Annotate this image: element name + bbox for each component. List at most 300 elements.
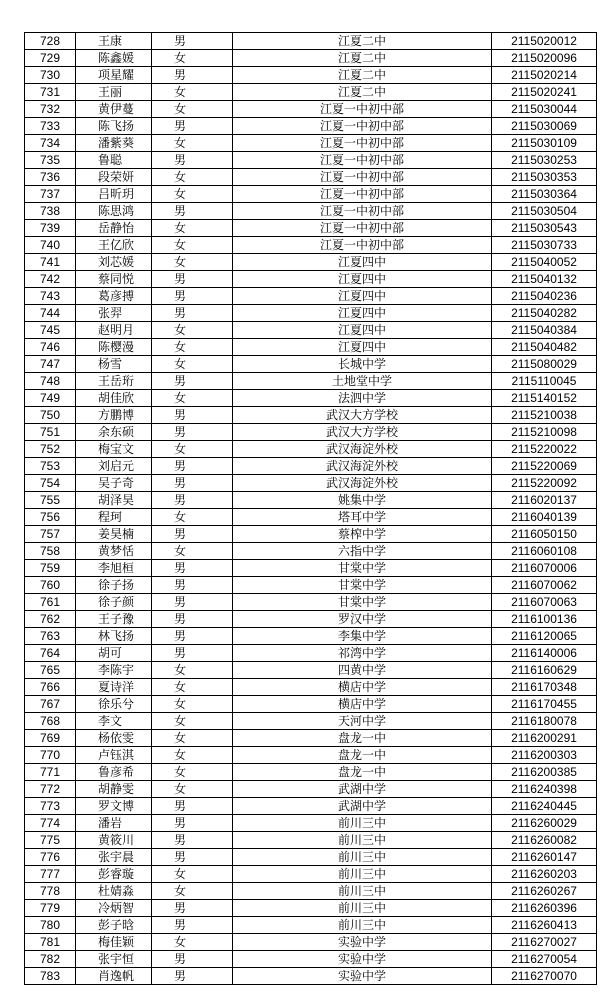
row-number: 761 (25, 594, 76, 611)
exam-id: 2116020137 (492, 492, 597, 509)
student-name: 张宇晨 (76, 849, 152, 866)
exam-id: 2116170455 (492, 696, 597, 713)
student-gender: 女 (152, 662, 233, 679)
row-number: 753 (25, 458, 76, 475)
table-row (25, 220, 597, 237)
exam-id: 2115030253 (492, 152, 597, 169)
row-number: 755 (25, 492, 76, 509)
student-gender: 男 (152, 33, 233, 50)
table-row (25, 679, 597, 696)
student-name: 鲁聪 (76, 152, 152, 169)
row-number: 739 (25, 220, 76, 237)
school-name: 武汉海淀外校 (233, 458, 492, 475)
row-number: 760 (25, 577, 76, 594)
student-name: 杨雪 (76, 356, 152, 373)
student-gender: 男 (152, 526, 233, 543)
table-row (25, 339, 597, 356)
exam-id: 2115040482 (492, 339, 597, 356)
school-name: 前川三中 (233, 866, 492, 883)
table-row (25, 798, 597, 815)
school-name: 江夏四中 (233, 305, 492, 322)
school-name: 甘棠中学 (233, 594, 492, 611)
exam-id: 2116070006 (492, 560, 597, 577)
row-number: 770 (25, 747, 76, 764)
school-name: 武湖中学 (233, 798, 492, 815)
exam-id: 2115220022 (492, 441, 597, 458)
exam-id: 2116100136 (492, 611, 597, 628)
row-number: 768 (25, 713, 76, 730)
school-name: 武汉海淀外校 (233, 441, 492, 458)
student-name: 岳静怡 (76, 220, 152, 237)
school-name: 江夏一中初中部 (233, 186, 492, 203)
student-gender: 男 (152, 951, 233, 968)
table-row (25, 781, 597, 798)
row-number: 783 (25, 968, 76, 985)
student-gender: 女 (152, 441, 233, 458)
exam-id: 2115030364 (492, 186, 597, 203)
exam-id: 2115030733 (492, 237, 597, 254)
student-gender: 女 (152, 169, 233, 186)
student-name: 胡佳欣 (76, 390, 152, 407)
student-gender: 女 (152, 390, 233, 407)
table-row (25, 305, 597, 322)
student-name: 胡静雯 (76, 781, 152, 798)
student-name: 陈飞扬 (76, 118, 152, 135)
row-number: 736 (25, 169, 76, 186)
student-gender: 男 (152, 815, 233, 832)
student-name: 李陈宇 (76, 662, 152, 679)
row-number: 777 (25, 866, 76, 883)
school-name: 武汉大方学校 (233, 407, 492, 424)
school-name: 实验中学 (233, 934, 492, 951)
student-gender: 男 (152, 475, 233, 492)
row-number: 748 (25, 373, 76, 390)
school-name: 江夏一中初中部 (233, 152, 492, 169)
school-name: 江夏二中 (233, 67, 492, 84)
school-name: 江夏一中初中部 (233, 169, 492, 186)
school-name: 长城中学 (233, 356, 492, 373)
school-name: 实验中学 (233, 968, 492, 985)
row-number: 756 (25, 509, 76, 526)
student-name: 夏诗洋 (76, 679, 152, 696)
table-row (25, 560, 597, 577)
school-name: 土地堂中学 (233, 373, 492, 390)
school-name: 盘龙一中 (233, 730, 492, 747)
exam-id: 2116260413 (492, 917, 597, 934)
student-gender: 男 (152, 203, 233, 220)
table-row (25, 152, 597, 169)
row-number: 737 (25, 186, 76, 203)
row-number: 758 (25, 543, 76, 560)
row-number: 762 (25, 611, 76, 628)
school-name: 李集中学 (233, 628, 492, 645)
row-number: 759 (25, 560, 76, 577)
student-name: 徐乐兮 (76, 696, 152, 713)
table-row (25, 101, 597, 118)
student-gender: 女 (152, 764, 233, 781)
table-row (25, 67, 597, 84)
student-gender: 女 (152, 84, 233, 101)
student-gender: 女 (152, 696, 233, 713)
student-gender: 男 (152, 492, 233, 509)
student-gender: 女 (152, 713, 233, 730)
student-name: 蔡同悦 (76, 271, 152, 288)
student-name: 刘启元 (76, 458, 152, 475)
table-row (25, 169, 597, 186)
exam-id: 2116260203 (492, 866, 597, 883)
exam-id: 2116060108 (492, 543, 597, 560)
table-row (25, 594, 597, 611)
student-name: 潘岩 (76, 815, 152, 832)
student-name: 张羿 (76, 305, 152, 322)
table-row (25, 322, 597, 339)
student-name: 陈思鸿 (76, 203, 152, 220)
exam-id: 2115030543 (492, 220, 597, 237)
table-row (25, 628, 597, 645)
exam-id: 2115040132 (492, 271, 597, 288)
student-name: 黄梦恬 (76, 543, 152, 560)
student-name: 肖逸帆 (76, 968, 152, 985)
row-number: 779 (25, 900, 76, 917)
table-row (25, 611, 597, 628)
row-number: 729 (25, 50, 76, 67)
exam-id: 2115020214 (492, 67, 597, 84)
student-name: 彭睿璇 (76, 866, 152, 883)
exam-id: 2115030044 (492, 101, 597, 118)
student-gender: 女 (152, 679, 233, 696)
row-number: 752 (25, 441, 76, 458)
exam-id: 2116270027 (492, 934, 597, 951)
student-gender: 男 (152, 849, 233, 866)
row-number: 764 (25, 645, 76, 662)
exam-id: 2115040052 (492, 254, 597, 271)
school-name: 江夏四中 (233, 322, 492, 339)
student-name: 姜昊楠 (76, 526, 152, 543)
student-gender: 女 (152, 934, 233, 951)
school-name: 前川三中 (233, 917, 492, 934)
school-name: 江夏四中 (233, 254, 492, 271)
student-name: 方鹏博 (76, 407, 152, 424)
school-name: 江夏二中 (233, 50, 492, 67)
row-number: 775 (25, 832, 76, 849)
row-number: 746 (25, 339, 76, 356)
school-name: 江夏四中 (233, 271, 492, 288)
exam-id: 2115210038 (492, 407, 597, 424)
school-name: 四黄中学 (233, 662, 492, 679)
student-gender: 男 (152, 118, 233, 135)
student-name: 冷炳智 (76, 900, 152, 917)
student-gender: 女 (152, 509, 233, 526)
school-name: 罗汉中学 (233, 611, 492, 628)
student-gender: 女 (152, 220, 233, 237)
exam-id: 2116120065 (492, 628, 597, 645)
student-gender: 女 (152, 356, 233, 373)
school-name: 塔耳中学 (233, 509, 492, 526)
row-number: 735 (25, 152, 76, 169)
row-number: 745 (25, 322, 76, 339)
student-name: 黄伊蔓 (76, 101, 152, 118)
table-row (25, 696, 597, 713)
student-name: 王子豫 (76, 611, 152, 628)
row-number: 778 (25, 883, 76, 900)
school-name: 江夏一中初中部 (233, 220, 492, 237)
student-gender: 男 (152, 594, 233, 611)
exam-id: 2116070062 (492, 577, 597, 594)
school-name: 江夏四中 (233, 288, 492, 305)
student-gender: 男 (152, 67, 233, 84)
table-row (25, 713, 597, 730)
row-number: 744 (25, 305, 76, 322)
table-row (25, 730, 597, 747)
table-row (25, 118, 597, 135)
school-name: 江夏一中初中部 (233, 135, 492, 152)
school-name: 江夏二中 (233, 84, 492, 101)
student-gender: 女 (152, 747, 233, 764)
student-name: 李旭桓 (76, 560, 152, 577)
student-gender: 女 (152, 781, 233, 798)
student-name: 余东硕 (76, 424, 152, 441)
row-number: 765 (25, 662, 76, 679)
row-number: 782 (25, 951, 76, 968)
exam-id: 2115210098 (492, 424, 597, 441)
row-number: 734 (25, 135, 76, 152)
table-row (25, 849, 597, 866)
table-row (25, 934, 597, 951)
student-name: 王亿欣 (76, 237, 152, 254)
exam-id: 2116270054 (492, 951, 597, 968)
row-number: 747 (25, 356, 76, 373)
exam-id: 2116270070 (492, 968, 597, 985)
school-name: 江夏一中初中部 (233, 101, 492, 118)
row-number: 738 (25, 203, 76, 220)
student-name: 罗文博 (76, 798, 152, 815)
exam-id: 2116160629 (492, 662, 597, 679)
row-number: 769 (25, 730, 76, 747)
student-gender: 女 (152, 254, 233, 271)
exam-id: 2116260267 (492, 883, 597, 900)
student-name: 陈鑫媛 (76, 50, 152, 67)
exam-id: 2115020241 (492, 84, 597, 101)
table-row (25, 917, 597, 934)
exam-id: 2116240398 (492, 781, 597, 798)
student-gender: 男 (152, 577, 233, 594)
exam-id: 2116170348 (492, 679, 597, 696)
school-name: 蔡榨中学 (233, 526, 492, 543)
table-row (25, 390, 597, 407)
row-number: 773 (25, 798, 76, 815)
exam-id: 2116260082 (492, 832, 597, 849)
row-number: 766 (25, 679, 76, 696)
school-name: 江夏二中 (233, 33, 492, 50)
exam-id: 2115040282 (492, 305, 597, 322)
student-name: 程珂 (76, 509, 152, 526)
table-row (25, 424, 597, 441)
exam-id: 2115020096 (492, 50, 597, 67)
row-number: 780 (25, 917, 76, 934)
school-name: 江夏一中初中部 (233, 118, 492, 135)
school-name: 前川三中 (233, 849, 492, 866)
table-row (25, 458, 597, 475)
table-row (25, 203, 597, 220)
row-number: 767 (25, 696, 76, 713)
exam-id: 2115110045 (492, 373, 597, 390)
student-gender: 男 (152, 900, 233, 917)
exam-id: 2116140006 (492, 645, 597, 662)
row-number: 774 (25, 815, 76, 832)
row-number: 754 (25, 475, 76, 492)
school-name: 前川三中 (233, 832, 492, 849)
school-name: 祁湾中学 (233, 645, 492, 662)
school-name: 六指中学 (233, 543, 492, 560)
exam-id: 2116200291 (492, 730, 597, 747)
student-gender: 男 (152, 560, 233, 577)
row-number: 730 (25, 67, 76, 84)
row-number: 728 (25, 33, 76, 50)
table-row (25, 254, 597, 271)
exam-id: 2116070063 (492, 594, 597, 611)
exam-id: 2116260147 (492, 849, 597, 866)
row-number: 741 (25, 254, 76, 271)
student-gender: 男 (152, 628, 233, 645)
row-number: 757 (25, 526, 76, 543)
student-name: 鲁彦希 (76, 764, 152, 781)
student-gender: 男 (152, 271, 233, 288)
row-number: 742 (25, 271, 76, 288)
exam-id: 2116180078 (492, 713, 597, 730)
school-name: 前川三中 (233, 900, 492, 917)
exam-id: 2115040384 (492, 322, 597, 339)
student-gender: 女 (152, 50, 233, 67)
student-gender: 男 (152, 458, 233, 475)
student-gender: 女 (152, 543, 233, 560)
table-row (25, 407, 597, 424)
roster-body (25, 33, 597, 985)
student-gender: 男 (152, 288, 233, 305)
table-row (25, 271, 597, 288)
row-number: 732 (25, 101, 76, 118)
school-name: 江夏四中 (233, 339, 492, 356)
school-name: 实验中学 (233, 951, 492, 968)
student-gender: 男 (152, 832, 233, 849)
row-number: 751 (25, 424, 76, 441)
school-name: 武汉海淀外校 (233, 475, 492, 492)
student-name: 胡泽昊 (76, 492, 152, 509)
student-gender: 女 (152, 237, 233, 254)
student-name: 王康 (76, 33, 152, 50)
student-name: 卢钰淇 (76, 747, 152, 764)
school-name: 甘棠中学 (233, 577, 492, 594)
row-number: 740 (25, 237, 76, 254)
student-name: 吕昕玥 (76, 186, 152, 203)
school-name: 江夏一中初中部 (233, 203, 492, 220)
table-row (25, 747, 597, 764)
row-number: 733 (25, 118, 76, 135)
exam-id: 2115140152 (492, 390, 597, 407)
table-row (25, 577, 597, 594)
student-gender: 男 (152, 645, 233, 662)
student-gender: 男 (152, 373, 233, 390)
school-name: 盘龙一中 (233, 764, 492, 781)
table-row (25, 186, 597, 203)
student-gender: 男 (152, 917, 233, 934)
table-row (25, 288, 597, 305)
table-row (25, 33, 597, 50)
student-name: 王岳珩 (76, 373, 152, 390)
school-name: 横店中学 (233, 696, 492, 713)
school-name: 前川三中 (233, 883, 492, 900)
student-name: 项星耀 (76, 67, 152, 84)
table-row (25, 373, 597, 390)
student-name: 潘紫葵 (76, 135, 152, 152)
student-name: 葛彦搏 (76, 288, 152, 305)
student-name: 张宇恒 (76, 951, 152, 968)
table-row (25, 662, 597, 679)
table-row (25, 237, 597, 254)
table-row (25, 866, 597, 883)
student-gender: 女 (152, 135, 233, 152)
table-row (25, 50, 597, 67)
row-number: 763 (25, 628, 76, 645)
table-row (25, 832, 597, 849)
school-name: 甘棠中学 (233, 560, 492, 577)
student-name: 陈樱漫 (76, 339, 152, 356)
school-name: 武汉大方学校 (233, 424, 492, 441)
exam-id: 2116040139 (492, 509, 597, 526)
student-name: 梅宝文 (76, 441, 152, 458)
student-name: 段荣妍 (76, 169, 152, 186)
table-row (25, 356, 597, 373)
student-name: 李文 (76, 713, 152, 730)
exam-id: 2116240445 (492, 798, 597, 815)
student-name: 徐子颜 (76, 594, 152, 611)
student-name: 杨依雯 (76, 730, 152, 747)
row-number: 731 (25, 84, 76, 101)
row-number: 772 (25, 781, 76, 798)
table-row (25, 492, 597, 509)
school-name: 姚集中学 (233, 492, 492, 509)
school-name: 前川三中 (233, 815, 492, 832)
exam-id: 2115040236 (492, 288, 597, 305)
student-gender: 女 (152, 186, 233, 203)
student-gender: 男 (152, 152, 233, 169)
table-row (25, 543, 597, 560)
table-row (25, 645, 597, 662)
student-name: 杜婧淼 (76, 883, 152, 900)
exam-id: 2115030504 (492, 203, 597, 220)
exam-id: 2115030109 (492, 135, 597, 152)
school-name: 横店中学 (233, 679, 492, 696)
roster-table (24, 32, 597, 985)
table-row (25, 509, 597, 526)
student-gender: 男 (152, 305, 233, 322)
exam-id: 2115030069 (492, 118, 597, 135)
row-number: 750 (25, 407, 76, 424)
student-name: 王丽 (76, 84, 152, 101)
student-name: 吴子奇 (76, 475, 152, 492)
student-gender: 男 (152, 798, 233, 815)
exam-id: 2116260029 (492, 815, 597, 832)
row-number: 771 (25, 764, 76, 781)
student-name: 黄筱川 (76, 832, 152, 849)
student-name: 徐子扬 (76, 577, 152, 594)
student-name: 彭子晗 (76, 917, 152, 934)
exam-id: 2116200385 (492, 764, 597, 781)
student-name: 刘芯媛 (76, 254, 152, 271)
student-gender: 男 (152, 968, 233, 985)
student-gender: 女 (152, 866, 233, 883)
table-row (25, 900, 597, 917)
table-row (25, 475, 597, 492)
